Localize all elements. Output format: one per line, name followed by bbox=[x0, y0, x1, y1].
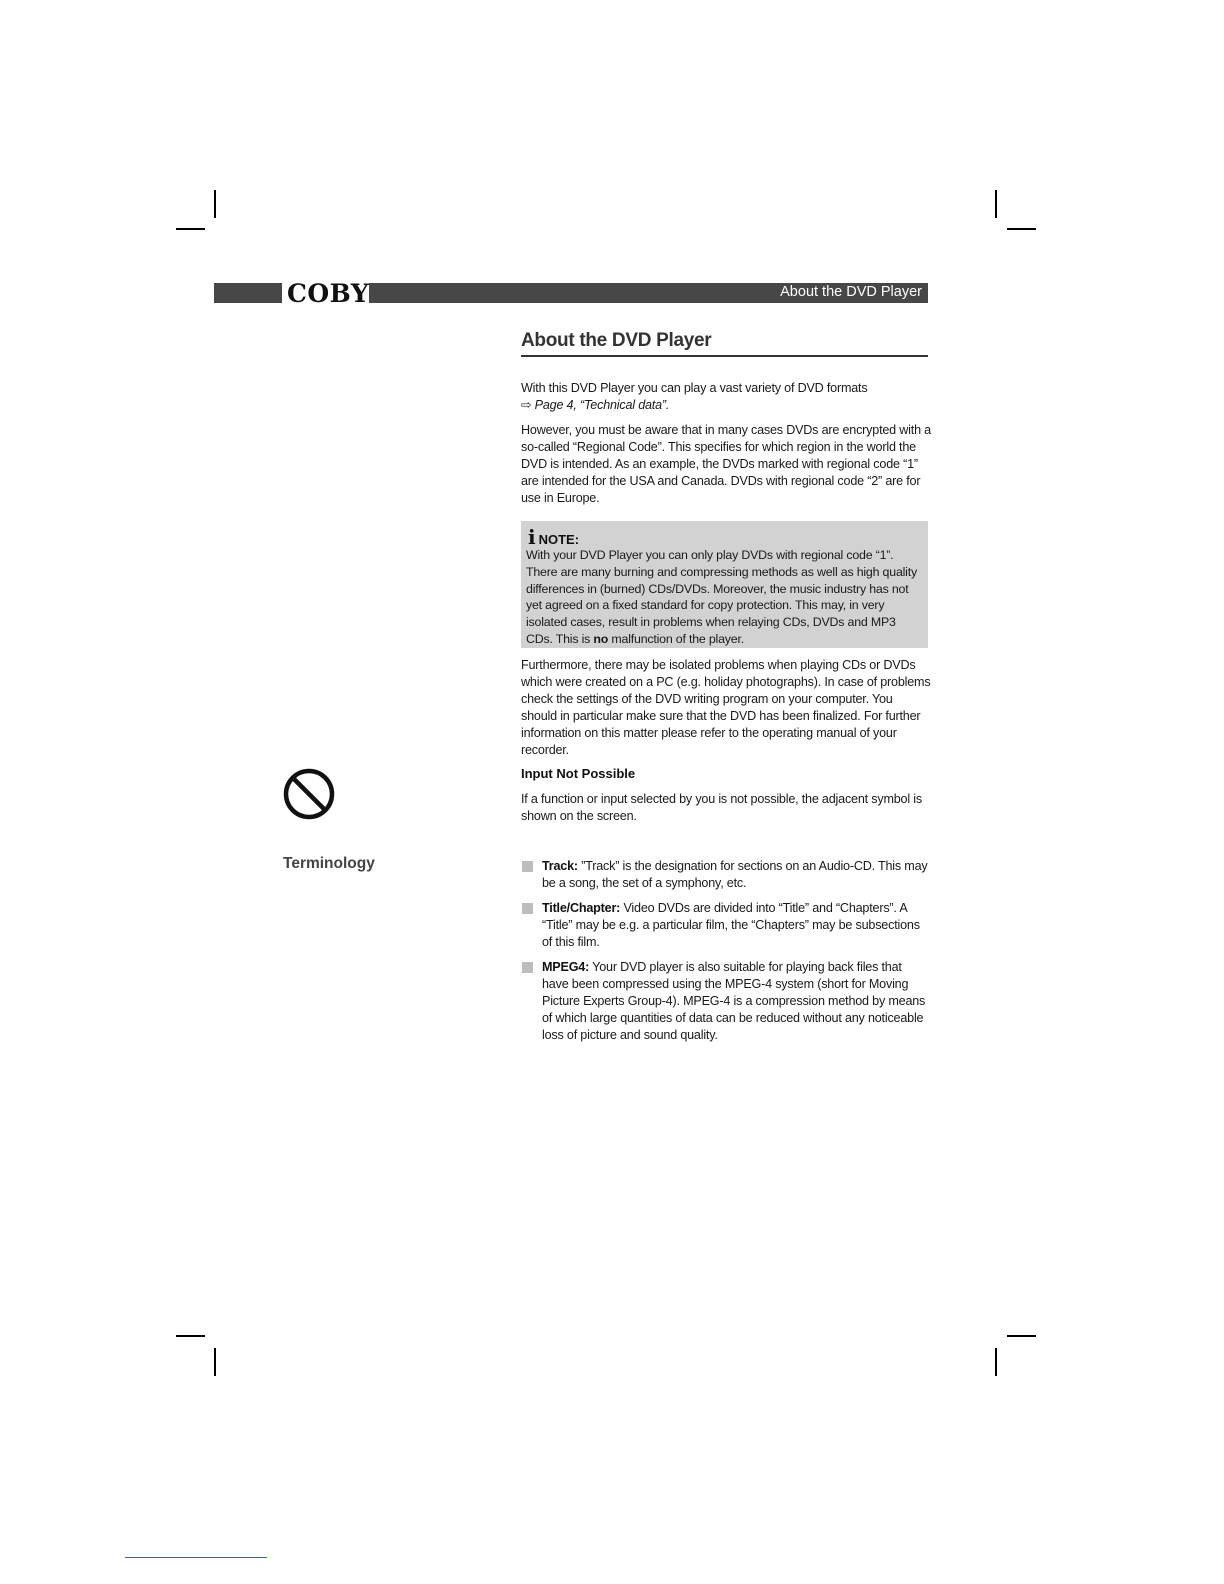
note-text-part: With your DVD Player you can only play DVDs with regional code “1”. There are many burning and compressing methods as well as high quality differences in (burned) CDs/DVDs. Moreover, the music industry has not yet agreed on a fixed standard for copy protection. This may, in very isolated cases, result in problems when relaying CDs, DVDs and MP3 CDs. This is bbox=[526, 548, 917, 646]
page-header bbox=[214, 279, 928, 308]
crop-mark bbox=[176, 1335, 205, 1337]
crop-mark bbox=[995, 1348, 997, 1376]
page-title: About the DVD Player bbox=[521, 330, 712, 351]
term-label: Title/Chapter: bbox=[542, 901, 621, 915]
header-bar-left bbox=[214, 283, 282, 303]
bullet-icon bbox=[522, 903, 533, 914]
title-divider bbox=[521, 355, 928, 357]
crop-mark bbox=[176, 228, 205, 230]
crop-mark bbox=[214, 190, 216, 218]
note-text-part: malfunction of the player. bbox=[608, 631, 744, 646]
term-label: MPEG4: bbox=[542, 960, 590, 974]
furthermore-paragraph: Furthermore, there may be isolated problems when playing CDs or DVDs which were created on a PC (e.g. holiday photographs). In case of problems check the settings of the DVD writing program on your computer. You should in particular make sure that the DVD has been finalized. For further information on this matter please refer to the operating manual of your recorder. bbox=[521, 658, 931, 757]
note-heading bbox=[528, 525, 579, 549]
header-bar-right bbox=[369, 283, 928, 303]
crop-mark bbox=[1007, 228, 1036, 230]
terminology-heading: Terminology bbox=[283, 855, 375, 872]
crop-mark bbox=[1007, 1335, 1036, 1337]
page-reference-link: ⇨ Page 4, “Technical data”. bbox=[521, 398, 670, 412]
header-section-title: About the DVD Player bbox=[780, 284, 922, 300]
note-box bbox=[521, 521, 928, 648]
term-description: Your DVD player is also suitable for playing back files that have been compressed using the MPEG-4 system (short for Moving Picture Experts Group-4). MPEG-4 is a compression method by means of which large quantities of data can be reduced without any noticeable loss of picture and sound quality. bbox=[542, 960, 926, 1042]
footer-link-underline bbox=[125, 1557, 267, 1558]
intro-text: With this DVD Player you can play a vast variety of DVD formats bbox=[521, 381, 868, 395]
note-label: NOTE: bbox=[538, 532, 580, 547]
bullet-icon bbox=[522, 962, 533, 973]
note-text bbox=[526, 547, 924, 648]
term-text bbox=[542, 959, 931, 1044]
term-label: Track: bbox=[542, 859, 578, 873]
info-icon: i bbox=[528, 525, 536, 549]
regional-code-paragraph: However, you must be aware that in many cases DVDs are encrypted with a so-called “Regional Code”. This specifies for which region in the world the DVD is intended. As an example, the DVDs marked with regional code “1” are intended for the USA and Canada. DVDs with regional code “2” are for use in Europe. bbox=[521, 423, 931, 505]
bullet-icon bbox=[522, 861, 533, 872]
crop-mark bbox=[995, 190, 997, 218]
note-text-emphasis: no bbox=[593, 631, 609, 646]
term-text bbox=[542, 858, 931, 892]
term-text bbox=[542, 900, 931, 951]
prohibited-icon bbox=[283, 768, 335, 820]
input-not-possible-heading: Input Not Possible bbox=[521, 766, 636, 781]
brand-logo: COBY bbox=[287, 279, 370, 308]
term-description: ”Track” is the designation for sections on an Audio-CD. This may be a song, the set of a symphony, etc. bbox=[542, 859, 928, 890]
term-description: Video DVDs are divided into “Title” and “Chapters”. A “Title” may be e.g. a particular film, the “Chapters” may be subsections of this film. bbox=[542, 901, 920, 949]
input-not-possible-text: If a function or input selected by you is not possible, the adjacent symbol is shown on the screen. bbox=[521, 792, 922, 823]
crop-mark bbox=[214, 1348, 216, 1376]
